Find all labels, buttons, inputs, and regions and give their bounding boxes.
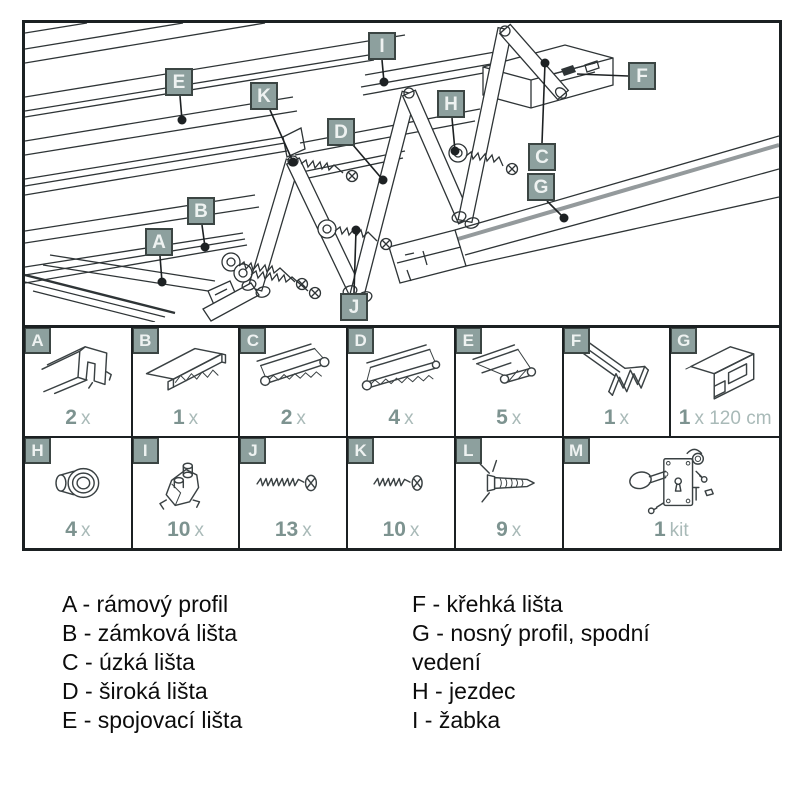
diagram-label-e: E (165, 68, 193, 96)
legend-item-c: C - úzká lišta (62, 649, 195, 675)
part-quantity: 10 x (382, 518, 420, 541)
slat-band-e (25, 97, 305, 195)
part-label-chip: H (25, 438, 51, 464)
part-cell-i (133, 438, 241, 548)
legend-item-d: D - široká lišta (62, 678, 208, 704)
part-label-chip: G (671, 328, 697, 354)
slat-band-top (25, 23, 405, 117)
part-label-chip: C (240, 328, 266, 354)
part-quantity: 5 x (496, 406, 522, 429)
part-cell-d (348, 328, 456, 438)
diagram-label-b: B (187, 197, 215, 225)
assembly-diagram (22, 20, 782, 328)
part-cell-k (348, 438, 456, 548)
diagram-label-i: I (368, 32, 396, 60)
part-quantity: 2 x (280, 406, 306, 429)
part-label-chip: A (25, 328, 51, 354)
diagram-label-h: H (437, 90, 465, 118)
part-quantity: 1 kit (653, 518, 689, 541)
legend-item-b: B - zámková lišta (62, 620, 238, 646)
diagram-label-g: G (527, 173, 555, 201)
support-rail-g (389, 136, 779, 283)
part-quantity: 10 x (167, 518, 204, 541)
diagram-label-d: D (327, 118, 355, 146)
lock-kit-icon (564, 438, 779, 518)
part-label-chip: M (564, 438, 590, 464)
diagram-label-f: F (628, 62, 656, 90)
part-cell-j (240, 438, 348, 548)
part-quantity: 1 x (603, 406, 630, 429)
legend-left-column (62, 590, 392, 735)
part-label-chip: F (564, 328, 590, 354)
part-label-chip: K (348, 438, 374, 464)
part-label-chip: B (133, 328, 159, 354)
part-quantity: 4 x (65, 518, 91, 541)
part-label-chip: J (240, 438, 266, 464)
part-cell-e (456, 328, 564, 438)
part-cell-h (25, 438, 133, 548)
assembly-line-art (25, 23, 779, 322)
part-quantity: 1 x 120 cm (678, 406, 772, 429)
legend-right-column (412, 590, 772, 735)
diagram-label-c: C (528, 143, 556, 171)
legend-item-g-wrap: vedení (412, 649, 482, 675)
part-quantity: 13 x (274, 518, 312, 541)
diagram-label-k: K (250, 82, 278, 110)
part-label-chip: E (456, 328, 482, 354)
diagram-label-j: J (340, 293, 368, 321)
part-cell-f (564, 328, 672, 438)
diagram-label-a: A (145, 228, 173, 256)
part-quantity: 4 x (388, 406, 414, 429)
part-cell-b (133, 328, 241, 438)
legend-item-i: I - žabka (412, 707, 501, 733)
legend-item-g: G - nosný profil, spodní (412, 620, 650, 646)
part-label-chip: L (456, 438, 482, 464)
legend-item-e: E - spojovací lišta (62, 707, 243, 733)
legend-item-a: A - rámový profil (62, 591, 229, 617)
part-cell-l (456, 438, 564, 548)
legend-item-f: F - křehká lišta (412, 591, 563, 617)
part-quantity: 2 x (65, 406, 91, 429)
part-quantity: 9 x (496, 518, 522, 541)
part-cell-c (240, 328, 348, 438)
parts-table (22, 325, 782, 551)
part-label-chip: I (133, 438, 159, 464)
part-cell-a (25, 328, 133, 438)
part-quantity: 1 x (172, 406, 199, 429)
part-label-chip: D (348, 328, 374, 354)
legend-item-h: H - jezdec (412, 678, 516, 704)
part-cell-m (564, 438, 779, 548)
part-cell-g (671, 328, 779, 438)
